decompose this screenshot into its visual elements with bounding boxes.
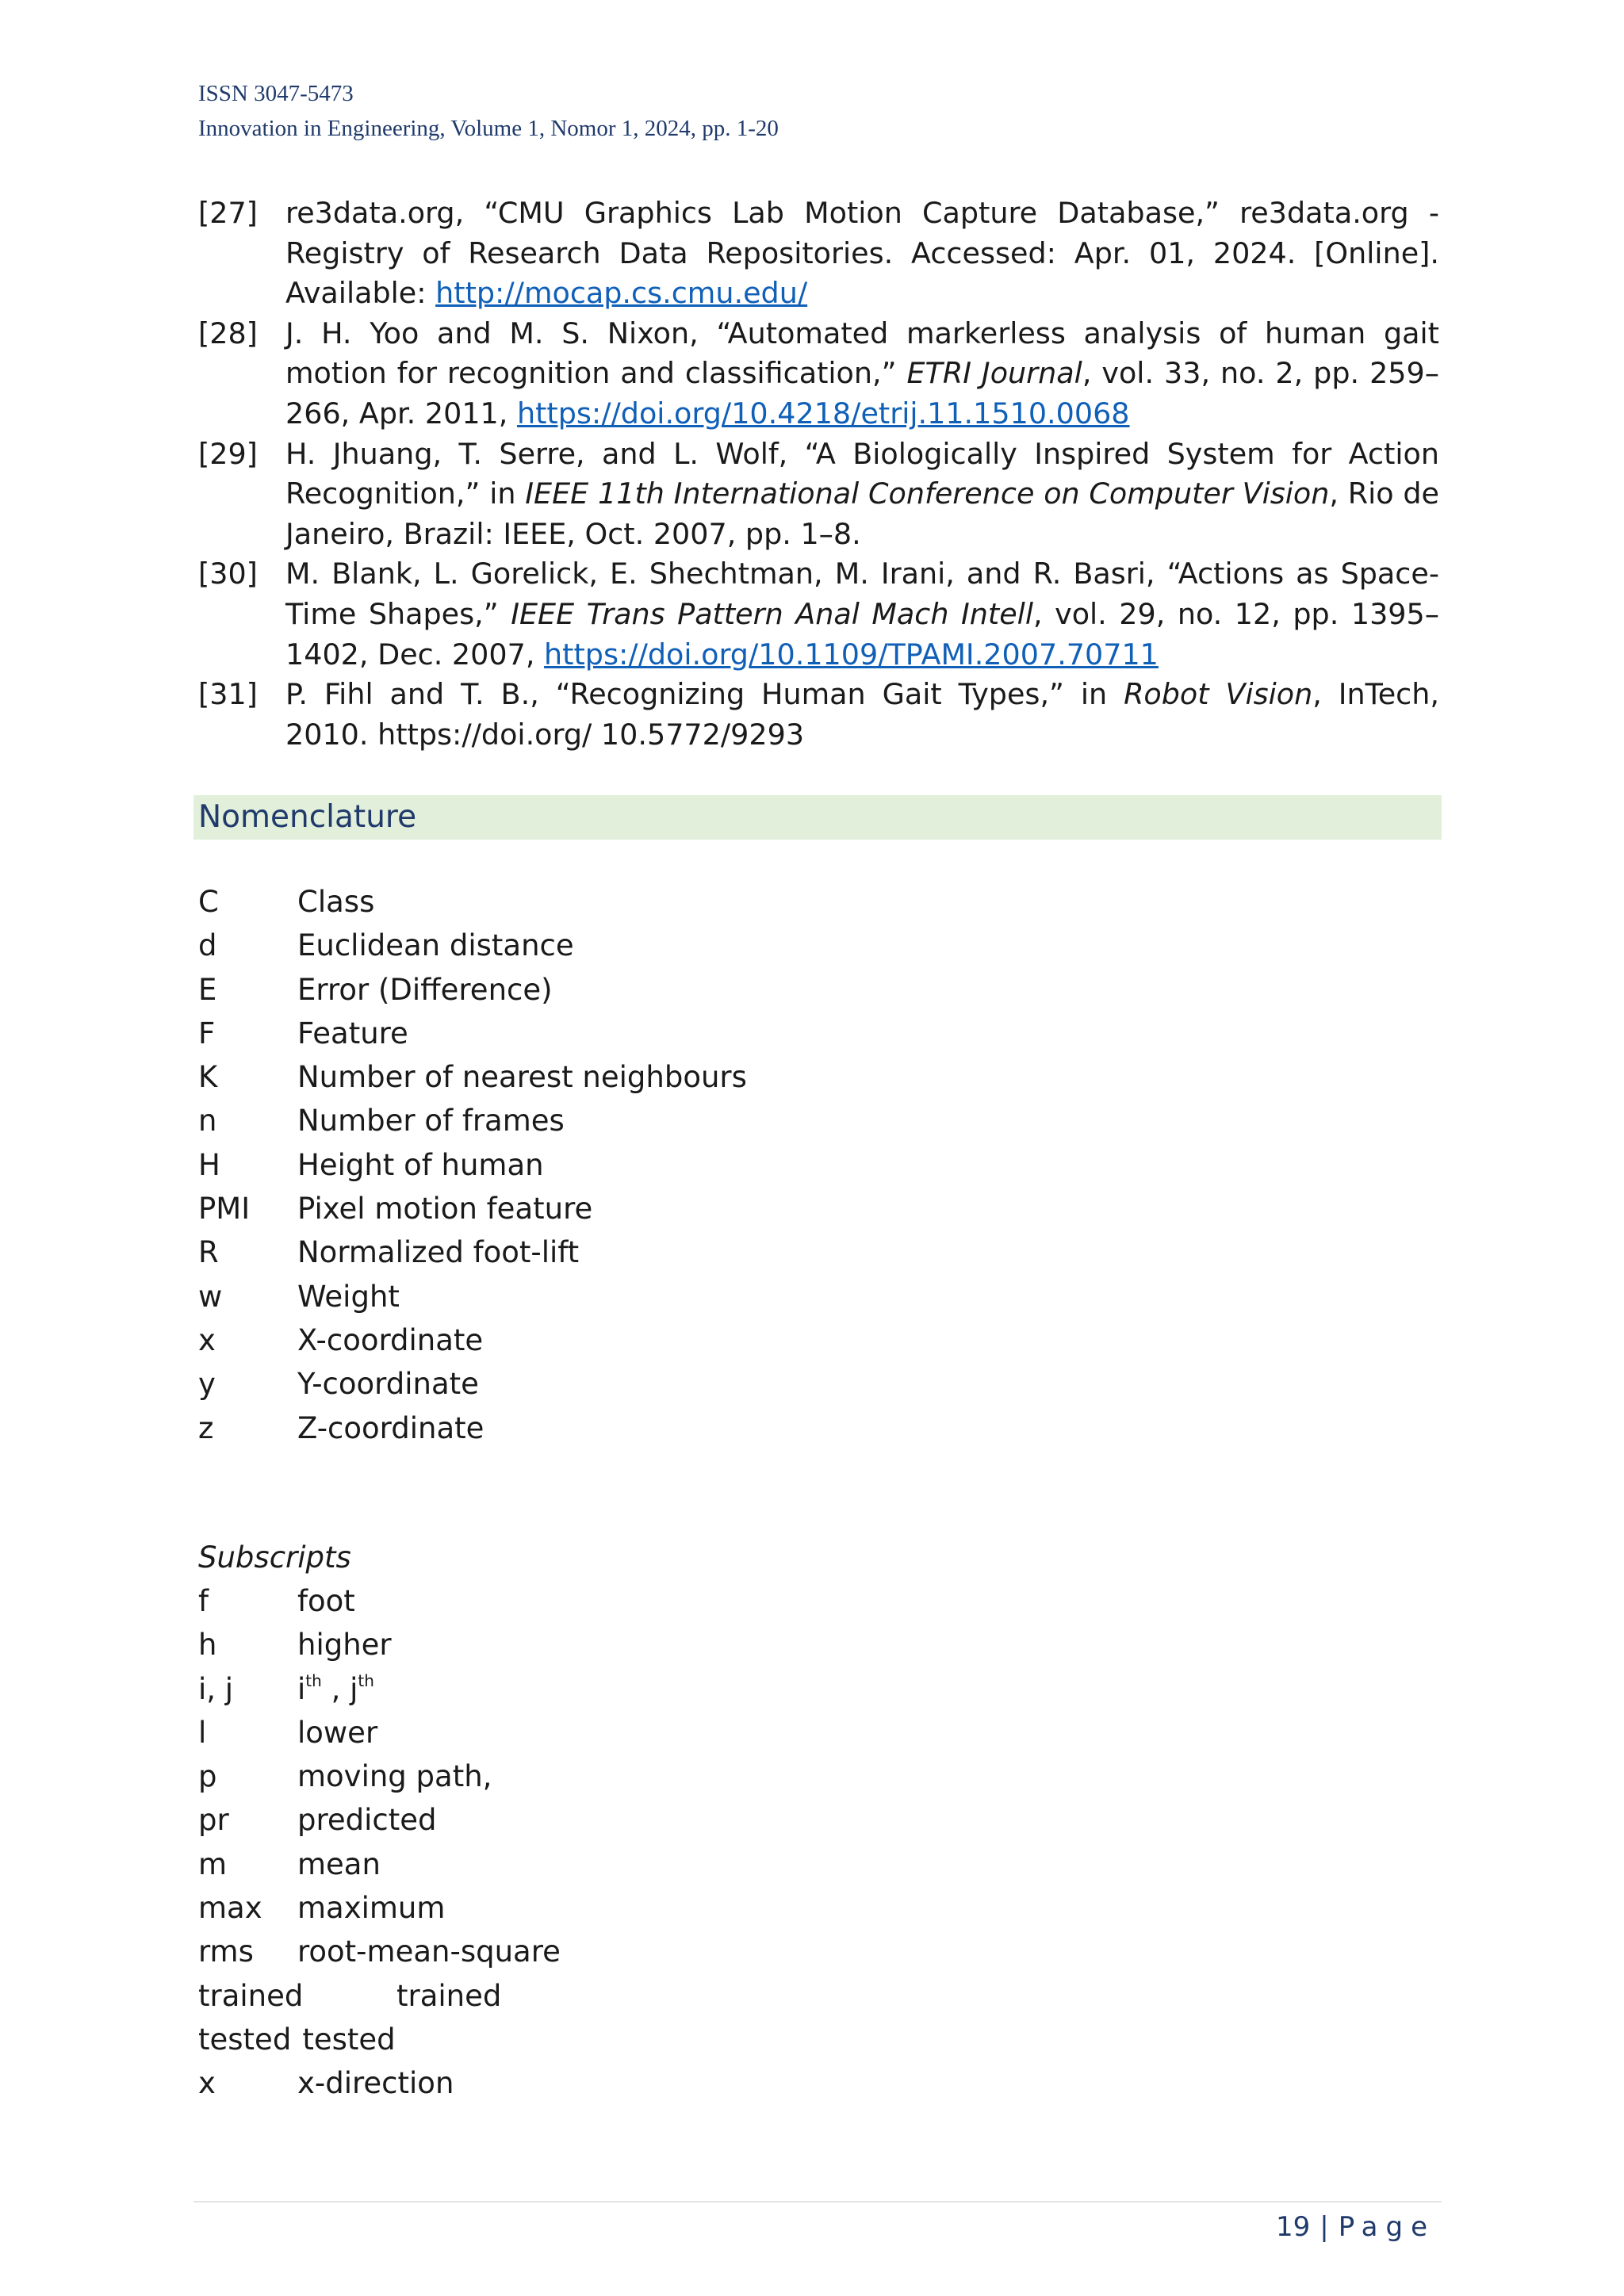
reference-number: [29] <box>198 436 258 471</box>
reference-venue: ETRI Journal <box>906 356 1082 391</box>
subscript-row <box>198 1579 561 1623</box>
page-label: Page <box>1338 2211 1435 2243</box>
symbol: m <box>198 1846 228 1881</box>
symbol: i, j <box>198 1671 234 1706</box>
subscripts-heading: Subscripts <box>198 1540 351 1575</box>
reference-item <box>198 193 1439 314</box>
nomenclature-row <box>198 1187 747 1230</box>
reference-number: [31] <box>198 677 258 712</box>
symbol: C <box>198 885 219 919</box>
subscript-row <box>198 1930 561 1973</box>
symbol: max <box>198 1891 262 1926</box>
subscript-row <box>198 1667 561 1711</box>
definition: tested <box>302 2022 396 2057</box>
definition: lower <box>297 1715 378 1750</box>
journal-line: Innovation in Engineering, Volume 1, Nomor 1, 2024, pp. 1-20 <box>198 116 779 141</box>
symbol: R <box>198 1235 219 1270</box>
reference-text: J. H. Yoo and M. S. Nixon, “Automated markerless analysis of human gait motion for recognition and classification,” ETRI Journal, vol. 33, no. 2, pp. 259–266, Apr. 2011, https://doi.org/10.4218/etrij.11.1510.0068 <box>285 316 1439 430</box>
nomenclature-row <box>198 1230 747 1274</box>
symbol: w <box>198 1279 223 1314</box>
definition: trained <box>396 1978 502 2013</box>
nomenclature-row <box>198 1318 747 1362</box>
section-heading: Nomenclature <box>198 799 417 835</box>
subscript-row <box>198 1711 561 1755</box>
symbol: K <box>198 1060 218 1095</box>
nomenclature-row <box>198 924 747 967</box>
symbol: h <box>198 1628 217 1663</box>
reference-text: re3data.org, “CMU Graphics Lab Motion Capture Database,” re3data.org - Registry of Research Data Repositories. Accessed: Apr. 01, 2024. [Online]. Available: http://mocap.cs.cmu.edu/ <box>285 196 1439 311</box>
reference-item <box>198 554 1439 675</box>
issn-line: ISSN 3047-5473 <box>198 81 354 106</box>
symbol: f <box>198 1584 209 1618</box>
nomenclature-row <box>198 1055 747 1099</box>
reference-text: M. Blank, L. Gorelick, E. Shechtman, M. Irani, and R. Basri, “Actions as Space-Time Shapes,” IEEE Trans Pattern Anal Mach Intell, vol. 29, no. 12, pp. 1395–1402, Dec. 2007, https://doi.org/10.1109/TPAMI.2007.70711 <box>285 557 1439 672</box>
definition: Feature <box>297 1016 408 1050</box>
page-footer <box>1276 2209 1435 2245</box>
symbol: E <box>198 972 217 1007</box>
symbol: x <box>198 2066 216 2101</box>
definition: X-coordinate <box>297 1322 484 1357</box>
subscripts-list <box>198 1579 561 2106</box>
definition: mean <box>297 1846 381 1881</box>
definition: foot <box>297 1584 355 1618</box>
definition: Height of human <box>297 1147 544 1182</box>
nomenclature-row <box>198 1362 747 1406</box>
reference-item <box>198 314 1439 434</box>
nomenclature-list <box>198 880 747 1450</box>
reference-text: H. Jhuang, T. Serre, and L. Wolf, “A Biologically Inspired System for Action Recognition,” in IEEE 11th International Conference on Computer Vision, Rio de Janeiro, Brazil: IEEE, Oct. 2007, pp. 1–8. <box>285 436 1439 551</box>
reference-venue: IEEE Trans Pattern Anal Mach Intell <box>511 596 1033 631</box>
footer-separator: | <box>1320 2211 1329 2243</box>
symbol: PMI <box>198 1192 251 1226</box>
nomenclature-row <box>198 1406 747 1450</box>
reference-link[interactable]: http://mocap.cs.cmu.edu/ <box>435 276 808 311</box>
definition: Euclidean distance <box>297 928 574 963</box>
definition: Weight <box>297 1279 400 1314</box>
reference-text: P. Fihl and T. B., “Recognizing Human Gait Types,” in Robot Vision, InTech, 2010. https://doi.org/ 10.5772/9293 <box>285 677 1439 752</box>
definition: Z-coordinate <box>297 1410 485 1445</box>
reference-number: [27] <box>198 196 258 230</box>
definition: predicted <box>297 1803 437 1838</box>
running-header <box>198 76 779 146</box>
symbol: y <box>198 1367 216 1402</box>
nomenclature-row <box>198 1275 747 1318</box>
subscript-row <box>198 1623 561 1667</box>
definition: root-mean-square <box>297 1934 561 1969</box>
definition: maximum <box>297 1891 446 1926</box>
symbol: pr <box>198 1803 229 1838</box>
subscript-row <box>198 2061 561 2105</box>
subscript-row <box>198 1843 561 1886</box>
definition: x-direction <box>297 2066 454 2101</box>
symbol: trained <box>198 1978 304 2013</box>
page-number: 19 <box>1275 2211 1311 2243</box>
reference-link[interactable]: https://doi.org/10.1109/TPAMI.2007.70711 <box>544 637 1159 672</box>
nomenclature-row <box>198 1143 747 1187</box>
symbol: l <box>198 1715 207 1750</box>
nomenclature-row <box>198 1012 747 1055</box>
subscript-row <box>198 1755 561 1798</box>
definition: Y-coordinate <box>297 1367 479 1402</box>
symbol: n <box>198 1104 217 1138</box>
nomenclature-row <box>198 968 747 1012</box>
footer-divider <box>193 2201 1442 2202</box>
symbol: tested <box>198 2022 292 2057</box>
symbol: x <box>198 1322 216 1357</box>
reference-item <box>198 434 1439 555</box>
reference-venue: IEEE 11th International Conference on Computer Vision <box>525 476 1330 511</box>
definition: $i^{th}$ , $j^{th}$ <box>297 1671 374 1706</box>
symbol: rms <box>198 1934 254 1969</box>
definition: moving path, <box>297 1759 492 1794</box>
subscript-row <box>198 1886 561 1930</box>
symbol: z <box>198 1410 214 1445</box>
definition: higher <box>297 1628 392 1663</box>
symbol: H <box>198 1147 220 1182</box>
symbol: p <box>198 1759 217 1794</box>
reference-item <box>198 675 1439 755</box>
reference-number: [30] <box>198 557 258 591</box>
nomenclature-row <box>198 880 747 924</box>
definition: Number of nearest neighbours <box>297 1060 747 1095</box>
reference-list <box>198 193 1439 755</box>
subscript-row <box>198 1974 561 2018</box>
definition: Error (Difference) <box>297 972 553 1007</box>
reference-venue: Robot Vision <box>1124 677 1313 712</box>
reference-link[interactable]: https://doi.org/10.4218/etrij.11.1510.0068 <box>516 396 1130 430</box>
definition: Normalized foot-lift <box>297 1235 580 1270</box>
definition: Pixel motion feature <box>297 1192 593 1226</box>
reference-number: [28] <box>198 316 258 350</box>
nomenclature-row <box>198 1099 747 1142</box>
symbol: d <box>198 928 217 963</box>
subscript-row <box>198 2018 561 2061</box>
subscript-row <box>198 1798 561 1842</box>
symbol: F <box>198 1016 216 1050</box>
definition: Number of frames <box>297 1104 565 1138</box>
definition: Class <box>297 885 375 919</box>
